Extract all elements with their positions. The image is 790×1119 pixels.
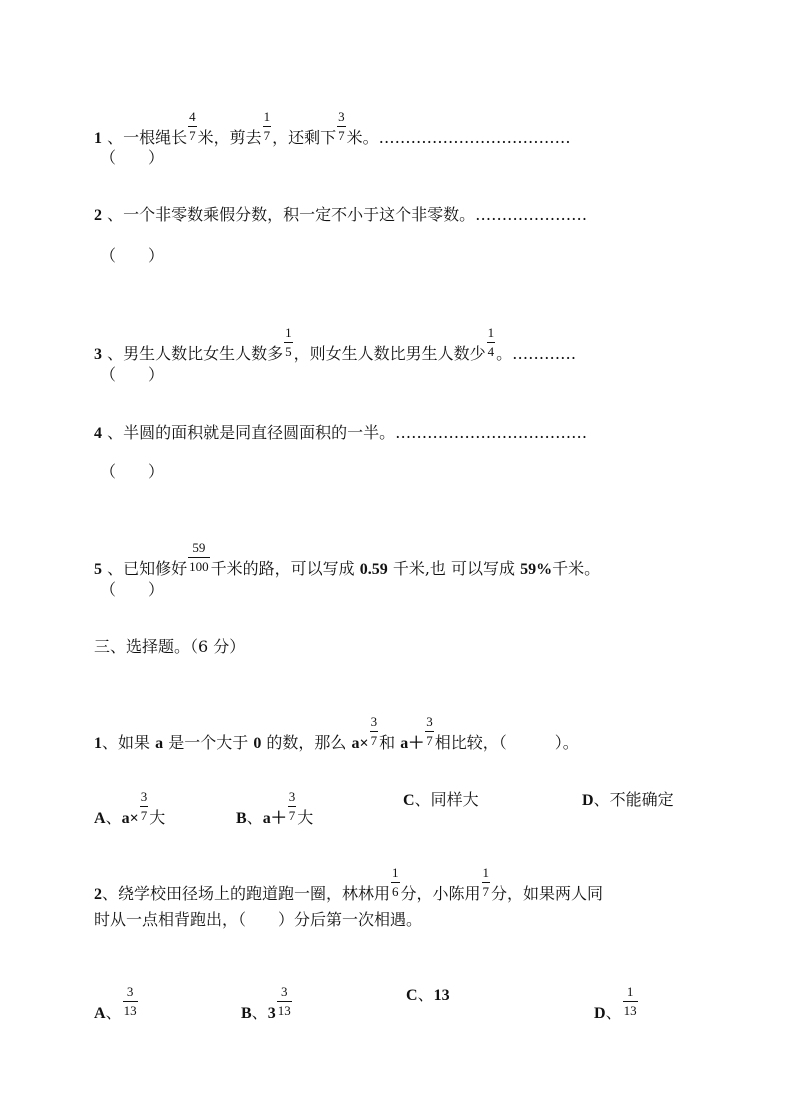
question-text: 千米,也 可以写成 (392, 559, 516, 578)
expression: a× (351, 735, 369, 752)
fraction-1-13: $\frac{1}{13}$ (623, 984, 637, 1018)
question-text: 是一个大于 (168, 733, 249, 752)
number-zero: 0 (253, 735, 262, 752)
variable-a: a (155, 735, 164, 752)
option-b[interactable]: B、3 $\frac{3}{13}$ (241, 984, 291, 1022)
question-number: 1 (94, 130, 102, 147)
question-text: 。 (496, 344, 513, 363)
leader-dots: ……………………………… (395, 423, 588, 442)
question-text: 千米。 (552, 559, 601, 578)
question-text: 和 (379, 733, 396, 752)
answer-blank-2[interactable]: （ ） (100, 246, 165, 265)
question-number: 2 (94, 886, 102, 903)
fraction-59-100: $\frac{59}{100}$ (189, 540, 209, 574)
question-text: 分，小陈用 (400, 884, 481, 903)
question-text: 、绕学校田径场上的跑道跑一圈，林林用 (102, 884, 391, 903)
question-text: 千米的路，可以写成 (210, 559, 355, 578)
option-d[interactable]: D、 $\frac{1}{13}$ (594, 984, 637, 1022)
separator: 、 (107, 559, 124, 578)
answer-blank-1[interactable]: （ ） (100, 148, 165, 167)
option-a[interactable]: A、 $\frac{3}{13}$ (94, 984, 137, 1022)
question-text: 相比较，（ ）。 (434, 733, 579, 752)
fraction-3-7: $\frac{3}{7}$ (370, 714, 378, 748)
judge-question-5 (94, 541, 600, 580)
expression: a＋ (400, 735, 425, 752)
question-text: ，还剩下 (272, 128, 337, 147)
separator: 、 (107, 128, 124, 147)
fraction-3-13: $\frac{3}{13}$ (123, 984, 137, 1018)
answer-blank-3[interactable]: （ ） (100, 365, 165, 384)
leader-dots: ……………………………… (378, 128, 571, 147)
judge-question-4 (94, 423, 587, 444)
question-text: 男生人数比女生人数多 (123, 344, 284, 363)
option-c[interactable]: C、同样大 (403, 790, 479, 809)
question-text: ，则女生人数比男生人数少 (293, 344, 486, 363)
option-a[interactable]: A、a× $\frac{3}{7}$ 大 (94, 789, 166, 827)
question-text: 已知修好 (123, 559, 188, 578)
question-text: 半圆的面积就是同直径圆面积的一半。 (123, 423, 396, 442)
option-b[interactable]: B、a＋ $\frac{3}{7}$ 大 (236, 789, 314, 827)
fraction-3-13: $\frac{3}{13}$ (277, 984, 291, 1018)
question-number: 2 (94, 207, 102, 224)
question-number: 3 (94, 346, 102, 363)
fraction-1-4: $\frac{1}{4}$ (487, 325, 495, 359)
answer-blank-5[interactable]: （ ） (100, 580, 165, 599)
question-text: 一根绳长 (123, 128, 188, 147)
separator: 、 (107, 344, 124, 363)
choice-question-2-line-2: 时从一点相背跑出，（ ）分后第一次相遇。 (94, 910, 423, 929)
question-text: 、如果 (102, 733, 151, 752)
section-title: 三、选择题。（6 分） (94, 637, 246, 656)
question-number: 5 (94, 561, 102, 578)
question-text: 一个非零数乘假分数，积一定不小于这个非零数。 (123, 205, 476, 224)
question-number: 1 (94, 735, 102, 752)
question-text: 米，剪去 (197, 128, 262, 147)
fraction-1-6: $\frac{1}{6}$ (392, 865, 399, 899)
choice-question-1 (94, 715, 579, 754)
question-text: 分，如果两人同 (491, 884, 604, 903)
option-d[interactable]: D、不能确定 (582, 790, 674, 809)
judge-question-1 (94, 110, 571, 149)
fraction-1-7: $\frac{1}{7}$ (263, 109, 271, 143)
question-number: 4 (94, 425, 102, 442)
fraction-3-7: $\frac{3}{7}$ (288, 789, 296, 823)
fraction-3-7: $\frac{3}{7}$ (426, 714, 433, 748)
fraction-3-7: $\frac{3}{7}$ (338, 109, 345, 143)
option-c[interactable]: C、13 (406, 985, 450, 1004)
leader-dots: ………… (512, 344, 577, 363)
leader-dots: ………………… (475, 205, 588, 224)
separator: 、 (107, 423, 124, 442)
judge-question-3 (94, 326, 576, 365)
fraction-1-5: $\frac{1}{5}$ (285, 325, 292, 359)
judge-question-2 (94, 205, 587, 226)
fraction-1-7: $\frac{1}{7}$ (482, 865, 490, 899)
fraction-4-7: $\frac{4}{7}$ (189, 109, 196, 143)
value-59-percent: 59% (520, 561, 553, 578)
question-text: 的数，那么 (266, 733, 347, 752)
value-0-59: 0.59 (359, 561, 388, 578)
choice-question-2 (94, 866, 603, 905)
fraction-3-7: $\frac{3}{7}$ (140, 789, 148, 823)
question-text: 米。 (346, 128, 379, 147)
answer-blank-4[interactable]: （ ） (100, 462, 165, 481)
separator: 、 (107, 205, 124, 224)
